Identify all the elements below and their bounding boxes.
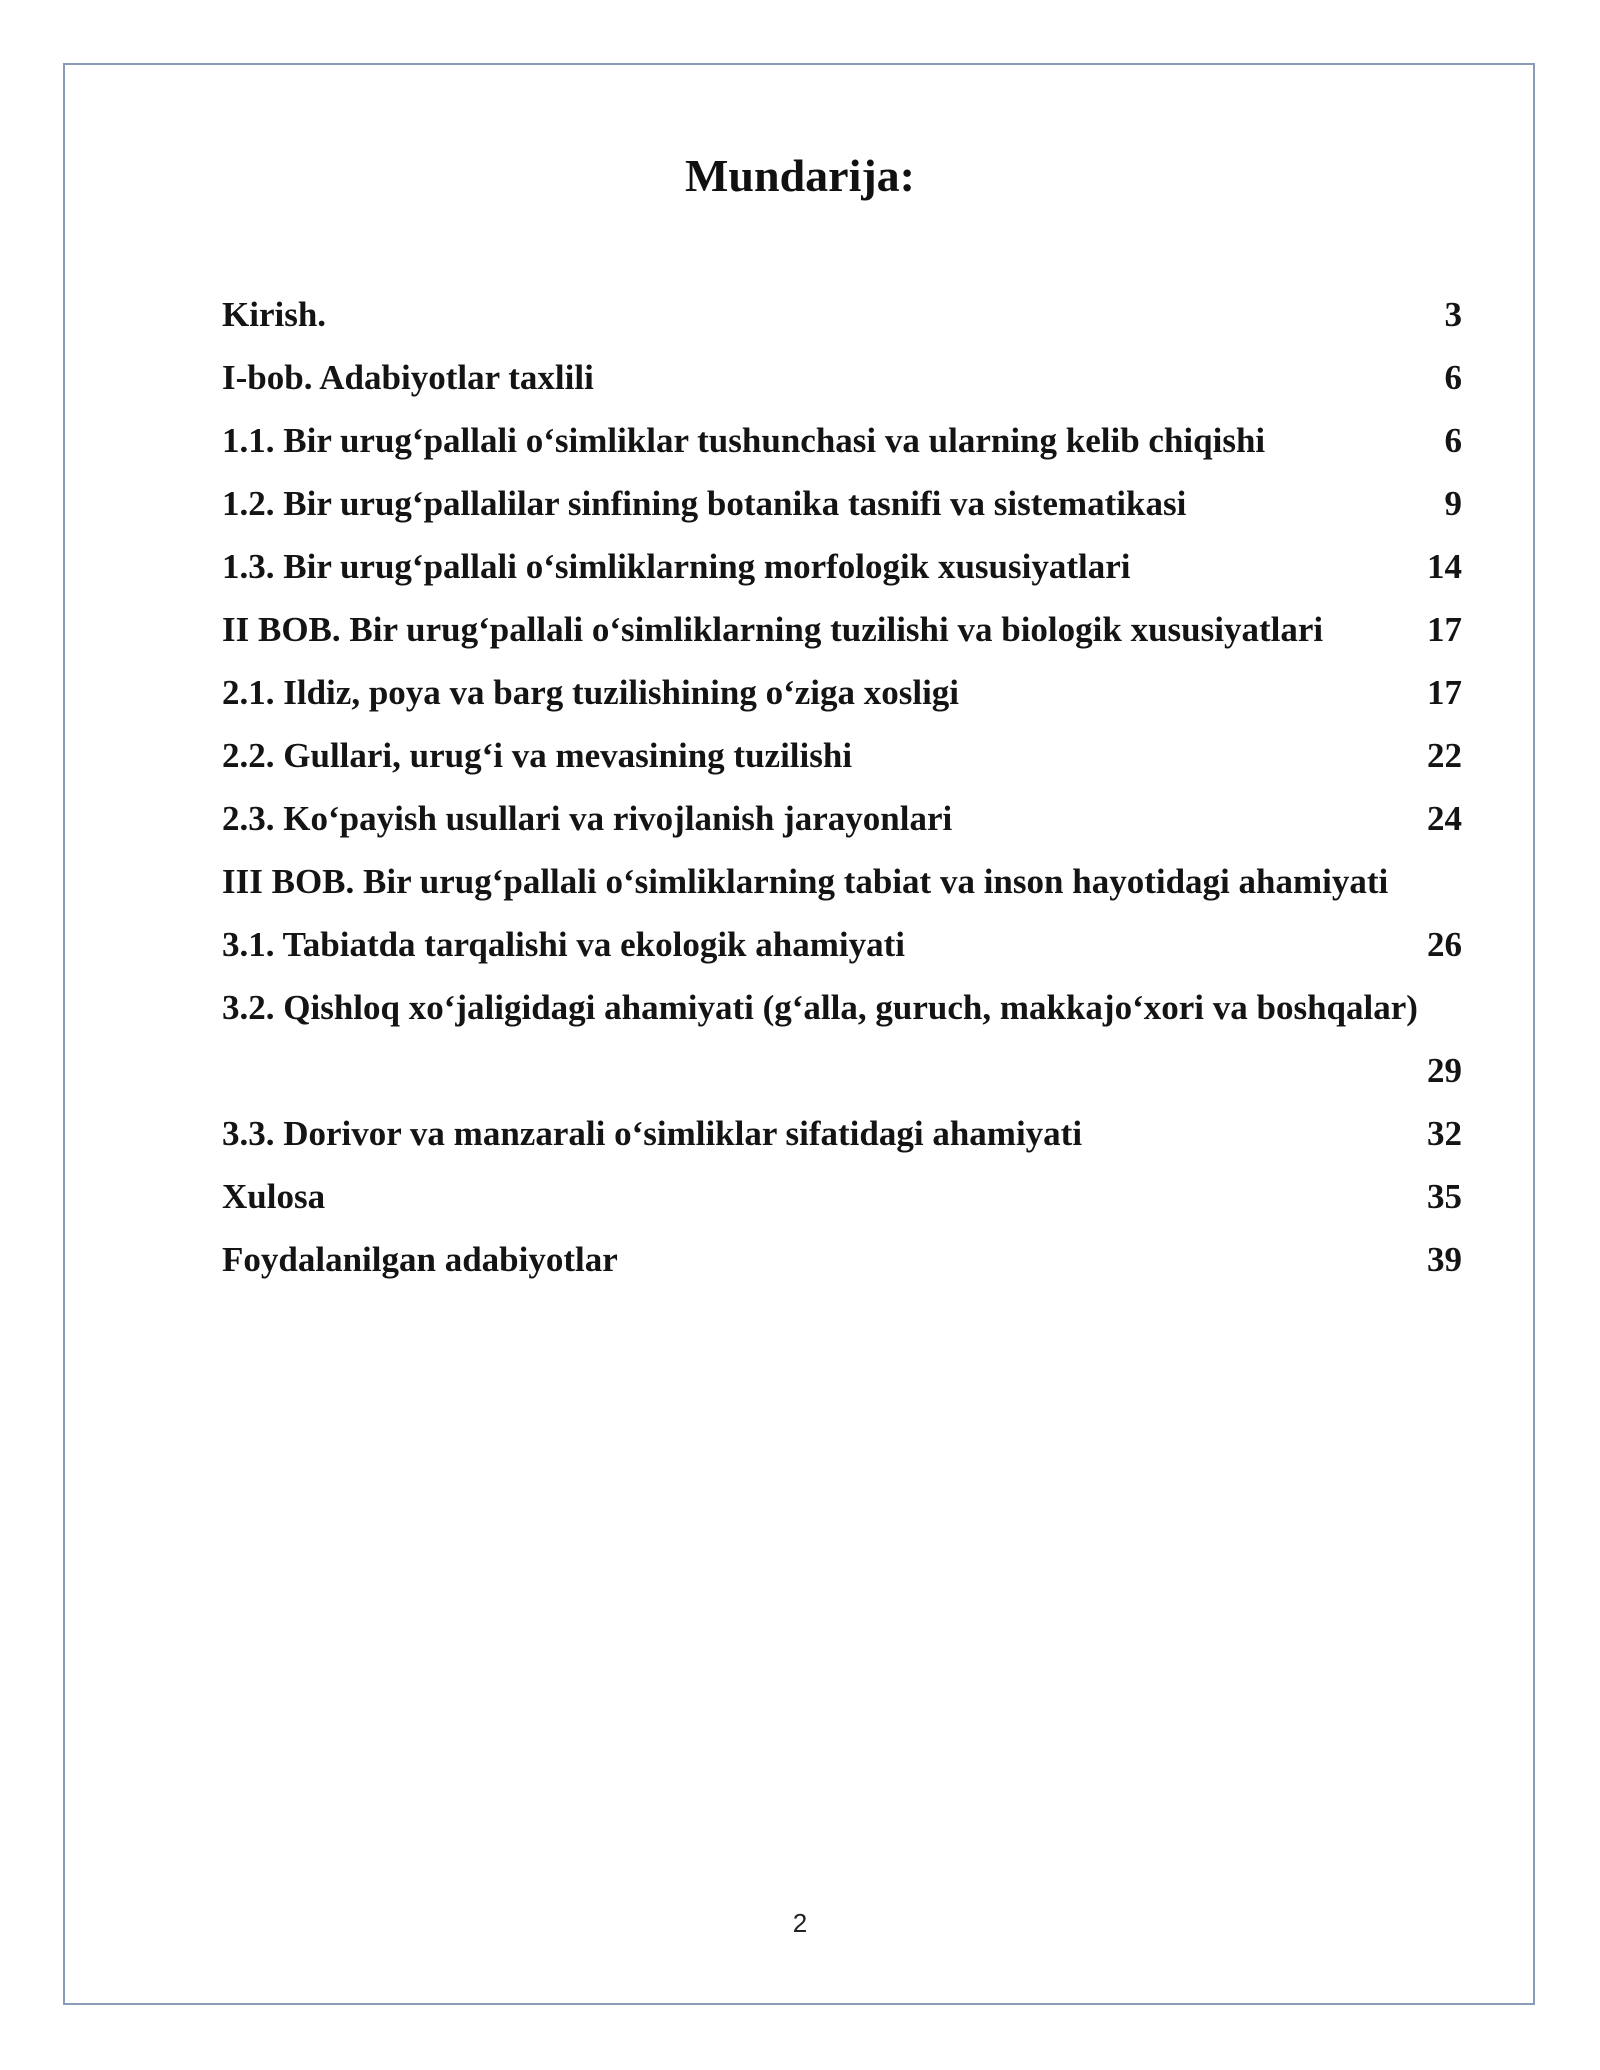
- toc-entry: [222, 479, 1480, 542]
- toc-entry-page: 29: [1427, 1051, 1462, 1090]
- page-number: 2: [792, 1908, 808, 1938]
- page-title: Mundarija:: [685, 150, 915, 201]
- toc-entry: [222, 794, 1480, 857]
- toc-entry-label: 2.1. Ildiz, poya va barg tuzilishining o‘ziga xosligi: [222, 673, 960, 712]
- toc-entry: [222, 1109, 1480, 1172]
- toc-entry-label: 3.2. Qishloq xo‘jaligidagi ahamiyati (g‘alla, guruch, makkajo‘xori va boshqalar): [222, 988, 1418, 1027]
- toc-entry-page: 32: [1427, 1114, 1462, 1153]
- toc-entry-label: Kirish.: [222, 295, 327, 334]
- toc-entry-page: 39: [1427, 1240, 1462, 1279]
- toc-entry-page: 17: [1427, 610, 1462, 649]
- toc-entry-label: 2.3. Ko‘payish usullari va rivojlanish jarayonlari: [222, 799, 953, 838]
- toc-entry: [222, 353, 1480, 416]
- toc-entry: [222, 731, 1480, 794]
- toc-entry-page: 26: [1427, 925, 1462, 964]
- toc-entry: [222, 668, 1480, 731]
- toc-entry-label: 1.2. Bir urug‘pallalilar sinfining botanika tasnifi va sistematikasi: [222, 484, 1187, 523]
- toc-entry: [222, 1172, 1480, 1235]
- toc-entry: [222, 983, 1480, 1046]
- toc-entry: [222, 1235, 1480, 1298]
- toc-entry-label: II BOB. Bir urug‘pallali o‘simliklarning tuzilishi va biologik xususiyatlari: [222, 610, 1324, 649]
- toc-entry-label: 1.1. Bir urug‘pallali o‘simliklar tushunchasi va ularning kelib chiqishi: [222, 421, 1266, 460]
- toc-entry: [222, 920, 1480, 983]
- toc-entry-page: 22: [1427, 736, 1462, 775]
- toc-entry-page: 3: [1444, 295, 1462, 334]
- toc-entry-page: 35: [1427, 1177, 1462, 1216]
- toc-entry: [222, 605, 1480, 668]
- toc-entry: [222, 416, 1480, 479]
- toc-entry: [222, 290, 1480, 353]
- toc-entry-label: III BOB. Bir urug‘pallali o‘simliklarning tabiat va inson hayotidagi ahamiyati: [222, 862, 1389, 901]
- toc-entry-label: 2.2. Gullari, urug‘i va mevasining tuzilishi: [222, 736, 853, 775]
- toc-entry: [222, 857, 1480, 920]
- toc-entry-label: Xulosa: [222, 1177, 326, 1216]
- toc-entry: [222, 542, 1480, 605]
- toc-entry-page: 9: [1444, 484, 1462, 523]
- toc-entry: [222, 1046, 1480, 1109]
- toc-entry-label: 3.3. Dorivor va manzarali o‘simliklar sifatidagi ahamiyati: [222, 1114, 1083, 1153]
- toc-entry-page: 14: [1427, 547, 1462, 586]
- toc-entry-page: 24: [1427, 799, 1462, 838]
- toc-entry-label: Foydalanilgan adabiyotlar: [222, 1240, 618, 1279]
- toc-entry-page: 6: [1444, 358, 1462, 397]
- toc-entry-label: 3.1. Tabiatda tarqalishi va ekologik ahamiyati: [222, 925, 905, 964]
- toc-entry-page: 17: [1427, 673, 1462, 712]
- toc-entry-page: 6: [1444, 421, 1462, 460]
- toc-entry-label: I-bob. Adabiyotlar taxlili: [222, 358, 594, 397]
- toc-entry-label: 1.3. Bir urug‘pallali o‘simliklarning morfologik xususiyatlari: [222, 547, 1131, 586]
- table-of-contents: [222, 290, 1480, 1298]
